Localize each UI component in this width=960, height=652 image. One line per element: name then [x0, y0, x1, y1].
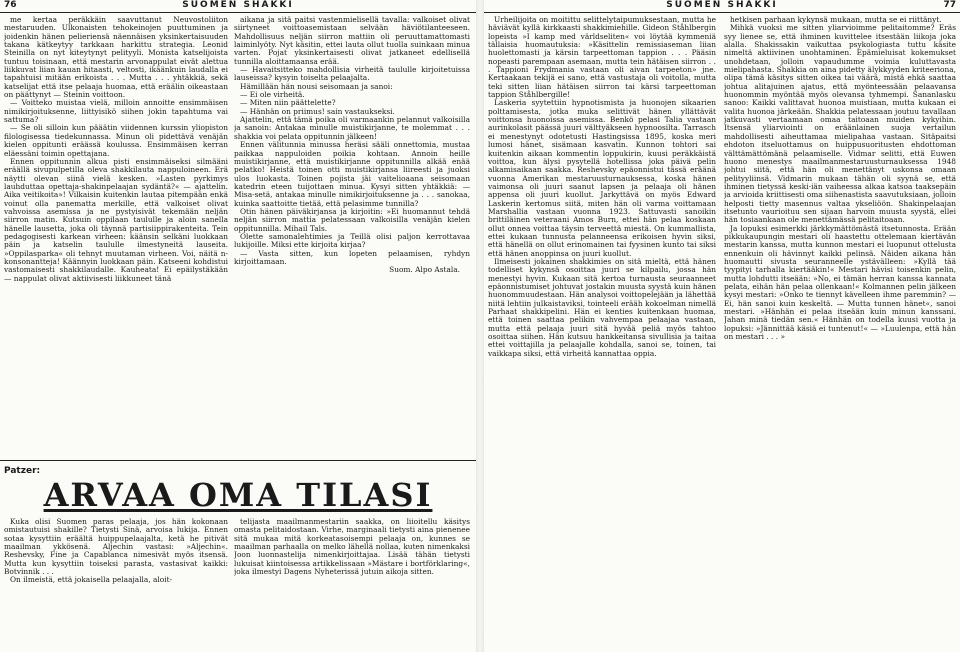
section-label: Patzer: — [4, 466, 41, 476]
paragraph: Urheilijoita on moitittu selittelytaipumuksestaan, mutta he häviävät kyllä kirkkaasti shakkimiehille. Gideon Ståhlbergin lopeista »I kamp med världseliten« voi löytää kymmeniä tällaisia huomautuksia: »Käsittelin remissiaseman liian huolettomasti ja kärsin tarpeettoman tappion . . . Pääsin nopeasti parempaan asemaan, mutta tein hätäisen siirron . . . Tappioni Frydmania vastaan oli aivan tarpeeton» jne. Kertaakaan tekijä ei sano, että vastustaja oli voitolla, mutta teki sitten liian hätäisen siirron tai kärsi tarpeettoman tappion Ståhlbergille! — [488, 16, 716, 100]
paragraph: Mihkä vuoksi me sitten yliarvioimme pelitaitomme? Eräs syy lienee se, että ihminen kuvittelee itsestään liikoja joka alalla. Shakissakin vaikuttaa psykologiasta tuttu käsite nimeltä aktiivinen unohtaminen. Epämieluisat kokemukset unohdetaan, jolloin vapaudumme voimia kuluttavasta mielipahasta. Shakkia on aina pidetty älykkyyden kriteeriona, olipa tämä käsitys sitten oikea tai väärä, mistä ehkä saattaa johtua alitajuinen ajatus, että myönteessään pelaavansa huonommin myöntää myös olevansa tyhmempi. Sananlasku sanoo: Kaikki valittavat huonoa muistiaan, mutta kukaan ei valita huonoa järkeään. Shakkia pelatessaan joutuu tavallaan jatkuvasti vertaamaan omaa taitoaan muiden kykyihin. Itsensä yliarviointi on eräänlainen suoja vertailun mahdollisesti aiheuttamaa mielipahaa vastaan. Sitäpaitsi ehdoton itseluottamus on huippusuoritusten ehdottoman välttämättömänä pelaamiselle. Vidmar selitti, että Euwen huono menestys maailmanmestaruusturnauksessa 1948 johtui siitä, että hän oli menettänyt uskonsa omaan pelityyliinsä. Vidmarin mukaan tähän oli syynä se, että ihminen tietyssä keski-iän vaiheessa alkaa katsoa taaksepäin ja arvioida kriittisesti oma siihenastista saavutuksiaan, jolloin helposti tietty masennus valtaa ykseliöön. Shakinpelaajan itsetunto vaurioituu sen sijaan harvoin muusta syystä, ellei hän tosiaankaan ole menettämässä pelitaitoaan. — [724, 23, 956, 225]
paragraph: aikana ja sitä paitsi vastenmielisellä tavalla: valkoiset olivat siirtyneet voittoasemistaan selvään häviötilanteeseen. Mahdollisuus neljän siirron mattiin oli peruuttamattomasti laiminlyöty. Nyt käsitin, ettei lauta ollut tuolla suinkaan minua varten. Pojat yksinkertaisesti olivat jatkaneet edellisellä tunnilla aloittamaansa erää. — [234, 16, 470, 66]
paragraph: Laskeria syytettiin hypnotismista ja huonojen sikaarien polttamisesta, jotka muka selittivät hänen yllättävät voittonsa huonoissa asemissa. Benkö pelasi Talia vastaan aurinkolasit päässä juuri välttyäkseen hypnoosilta. Tarrasch ei menestynyt odotetusti Hastingsissa 1895, koska meri lumosi hänet, sisämaan kasvatin. Kunnon tohtori sai kuitenkin aikaan kommentin loppukirin, kuusi peräkkäistä voittoa, kun älysi pysytellä hotellissa joka päivä pelin alkamisaikaan saakka. Reshevsky epäonnistui tässä eräänä vuonna Amerikan mestaruusturnauksessa, koska hänen vaimonsa oli juuri saanut lapsen ja pelaaja oli hänen appensa oli juuri kuollut. Jarkyttävä on myös Edward Laskerin kertomus siitä, miten hän oli varma voittamaan Marshallia vastaan vuonna 1923. Sattuvasti sanoikin brittiläinen veteraani Amos Burn, ettei hän pelaa koskaan ollut onnea voittaa täysin terveettä miestä. On kummallista, ettei kukaan tunnusta pelanneensa erikoisen hyvin siksi, että hänellä on ollut erinomainen tai fyysinen kunto tai siksi että hänen anoppinsa on juuri kuollut. — [488, 98, 716, 258]
paragraph: hetkisen parhaan kykynsä mukaan, mutta se ei riittänyt. — [730, 16, 942, 24]
article-column-2 — [234, 16, 470, 456]
paragraph: — Se oli silloin kun pääätin viidennen kurssin yliopiston filologisessa tiedekunnassa. Minun oli pidettävä venäjän kielen oppitunti eräässä koulussa. Ensimmäisen kerran eläessäni toimin opettajana. — [4, 123, 228, 158]
article-headline: ARVAA OMA TILASI — [43, 476, 433, 514]
paragraph: Olette samonalehtimies ja Teillä olisi paljon kerrottavaa lukijoille. Miksi ette kirjoita kirjaa? — [234, 231, 470, 250]
section-divider — [0, 460, 476, 461]
paragraph: Ja lopuksi esimerkki järkkymättömästä itsetunnosta. Erään pikkukaupungin mestari oli haastettu ottelemaan kiertävän mestarin kanssa, mutta kunnon mestari ei luopunut ottelusta ennenkuin oli hävinnyt kaikki pelinsä. Näiden aikana hän huomautti sivusta seuranneelle ystävälleen: »Kyllä tää tyypityi tarhalla kiertääkin!« Mestari hävisi toisenkin pelin, mutta lohdutti itseään: »No, ei tämän herran kanssa kannata pelata, eihän hän pelaa ollenkaan!« Kolmannen pelin jälkeen kysyi mestari: »Onko te tiennyt kävelleen ihme paremmin? — Ei, hän sanoi kuin keskeltä. — Mutta tunnen hänet«, sanoi mestari. »Hänhän ei pelaa itseään kuin minun kanssani. Jahan minä tiedän sen.« Hänhän on todella kuusi vuotta ja lopuksi: »Jännittää käsiä ei tuntenut!« — »Luulenpa, että hän on mestari . . . » — [724, 223, 956, 342]
paragraph: Ajattelin, että tämä poika oli varmaankin pelannut valkoisilla ja sanoin: Antakaa minulle muistikirjanne, te molemmat . . . shakkia voi pelata oppitunnin jälkeen! — [234, 115, 470, 141]
paragraph: telijasta maailmanmestariin saakka, on liioitellu käsitys omasta pelitaidostaan. Virhe, marginaali tietysti aina pienenee sitä mukaa mitä korkeatasoisempi pelaaja on, kunnes se maailman parhaalla on melko lähellä nollaa, kuten nimenkaksi Joon luonnastelija nimenkirjoittajaa. Lisää tähän tietysti lukuisat kiintoisessa artikkelissaan »Mästare i bortförklaring«, joka ilmestyi Dagens Nyheterissä jutuin aikoja sitten. — [234, 518, 470, 577]
paragraph: On ilmeistä, että jokaisella pelaajalla, aloit- — [10, 575, 173, 585]
right-page — [484, 0, 960, 652]
paragraph: Otin hänen päiväkirjansa ja kirjoitin: »Ei huomannut tehdä neljän siirron mattia pelatessaan valkoisilla venäjän kielen oppitunnilla. Mihail Tals. — [234, 206, 470, 233]
running-title: SUOMEN SHAKKI — [666, 0, 778, 10]
article-column-4 — [724, 16, 956, 648]
page-gutter — [476, 0, 484, 652]
author-signature: Suom. Alpo Astala. — [389, 265, 460, 275]
paragraph: Ilmeisesti jokainen shakkimies on sitä mieltä, että hänen todelliset kykynsä osoittaa juuri se kilpailu, jossa hän menestyi hyvin. Kukaan sitä kertoa turnausta seuraanneet epäonnistumiset johtuvat jostakin muusta syystä kuin hänen huonommuudestaan. Hän analysoi voittopelejään ja lähettää niitä lehtiin julkaistaviksi, tointeeli erääh kokoelman nimellä Parhaat shakkipelini. Hän ei kenties kuitenkaan huomaa, että toinen saattaa pelikin vahvempaa pelaajaa vastaan, mutta että pelaaja juuri sitä hyvää peliä myös tahtoo osoittaa siihen. Hän kutsuu hankkeitansa sivullisia ja taitaa ettei voittajilla ja pelaajalle kohdalla, sanoi se, toinen, tai vaikkapa siksi, että virheitä kannattaa oppia. — [488, 256, 716, 358]
article-column-3 — [488, 16, 716, 648]
paragraph: Hämillään hän nousi seisomaan ja sanoi: — [240, 81, 393, 91]
paragraph: Kuka olisi Suomen paras pelaaja, jos hän kokonaan omistautuisi shakille? Tietysti Sinä, arvoisa lukija. Ennen sotaa kysyttiin eräältä huippupelaajalta, ketä he pitivät maailman ykkösenä. Aljechin vastasi: »Aljechin«. Reshevsky, Fine ja Capablanca nimesivät myös itsensä. Mutta kun kysyttiin toiseksi parasta, vastasivat kaikki: Botvinnik . . . — [4, 518, 228, 577]
left-page — [0, 0, 476, 652]
right-page-header — [484, 0, 960, 13]
paragraph: — Voitteko muistaa vielä, milloin annoitte ensimmäisen nimikirjoituksenne, liittyisikö siihen jokin tapahtuma vai sattuma? — [4, 98, 228, 125]
running-title: SUOMEN SHAKKI — [182, 0, 294, 10]
paragraph: — Havaitsitteko mahdollisia virheitä taululle kirjoitetuissa lauseissa? kysyin toiselta pelaajalta. — [234, 65, 470, 83]
paragraph: — Vasta sitten, kun lopeten pelaamisen, ryhdyn kirjoittamaan. — [234, 248, 470, 266]
left-page-header — [0, 0, 476, 13]
page-number: 76 — [4, 0, 17, 10]
paragraph: Ennen oppitunnin alkua pisti ensimmäiseksi silmääni eräällä sivupulpetilla oleva shakkilauta nappuloineen. Erä näytti olevan siinä vielä kesken. »Lasten pyrkimys lauhduttaa opettaja-shakinpelaajan sydäntä?« — ajattelin. Aika veitikoita»! Vilkaisin kuitenkin lautaa pitempään enkä voinut olla panematta merkille, että valkoiset olivat vahvoissa asemissa ja ne pystyisivät tekemään neljän siirron matin. Kutsuin oppilaan taululle ja aloin sanella hänelle lausetta, joka oli täynnä partisiippirakenteita. Tein pedagogisesti karkean virheen: käänsin selkäni luokkaan päin ja katselin taululle ilmestyneitä lauseita. »Oppilasparka« oli tehnyt muutaman virheen. Voi, näitä n-konsonantteja! Käännyin luokkaan päin. Katseeni kohdistui vastomaisesti shakkilaudalle. Kauheata! Ei epäilystäkään — nappulat olivat aktiivisesti liikkuneet tänä — [4, 156, 228, 283]
bottom-column-1 — [4, 518, 228, 652]
paragraph: — Miten niin päättelette? — [240, 98, 336, 108]
paragraph: me kertaa peräkkäin saavuttanut Neuvostoliiton mestaruuden. Ulkonaisten tehokeinojen puuttuminen ja joidenkin hänen pelieriensä näennäisen yksinkertaisuuden takana kätkeytyy tarkkaan harkittu strategia. Leonid Steinilla on nyt kiteytynyt pelityyli. Monista katselijoista tuntuu toisinaan, että mestarin arvonappulat eivät alettua liikkuvat liian kauan hitaasti, veltosti, ikäänkuin laudalla ei tapahtuisi mitään erikoista . . . Mutta . . . yhtäkkiä, sekä katselijat että itse pelaaja huomaa, että eräälin oikeastaan on päättynyt — Steinin voittoon. — [4, 16, 228, 100]
page-number: 77 — [943, 0, 956, 10]
article-column-1 — [4, 16, 228, 456]
paragraph: — Hänhän on priimus! sain vastaukseksi. — [240, 106, 395, 116]
paragraph: Ennen välitunnia minussa heräsi sääli onnettomia, mustaa paikkaa nappuloiden poikia kohtaan. Annoin heille muistikirjanne, että muistikirjanne oppitunnilla alkää enää pelatko! Heistä toinen otti muistikirjansa liireesti ja juoksi ulos luokasta. Toinen pojista jäi vaitelioaana seisomaan katedrin eteen tuijottaen minua. Kysyi sitten yhtäkkiä: — Misa-setä, antakaa minulle nimikirjoituksenne ja . . . sanokaa, kuinka saattoitte tietää, että pelasimme tunnilla? — [234, 140, 470, 208]
bottom-column-2 — [234, 518, 470, 652]
paragraph: — Ei ole virheitä. — [240, 90, 305, 100]
